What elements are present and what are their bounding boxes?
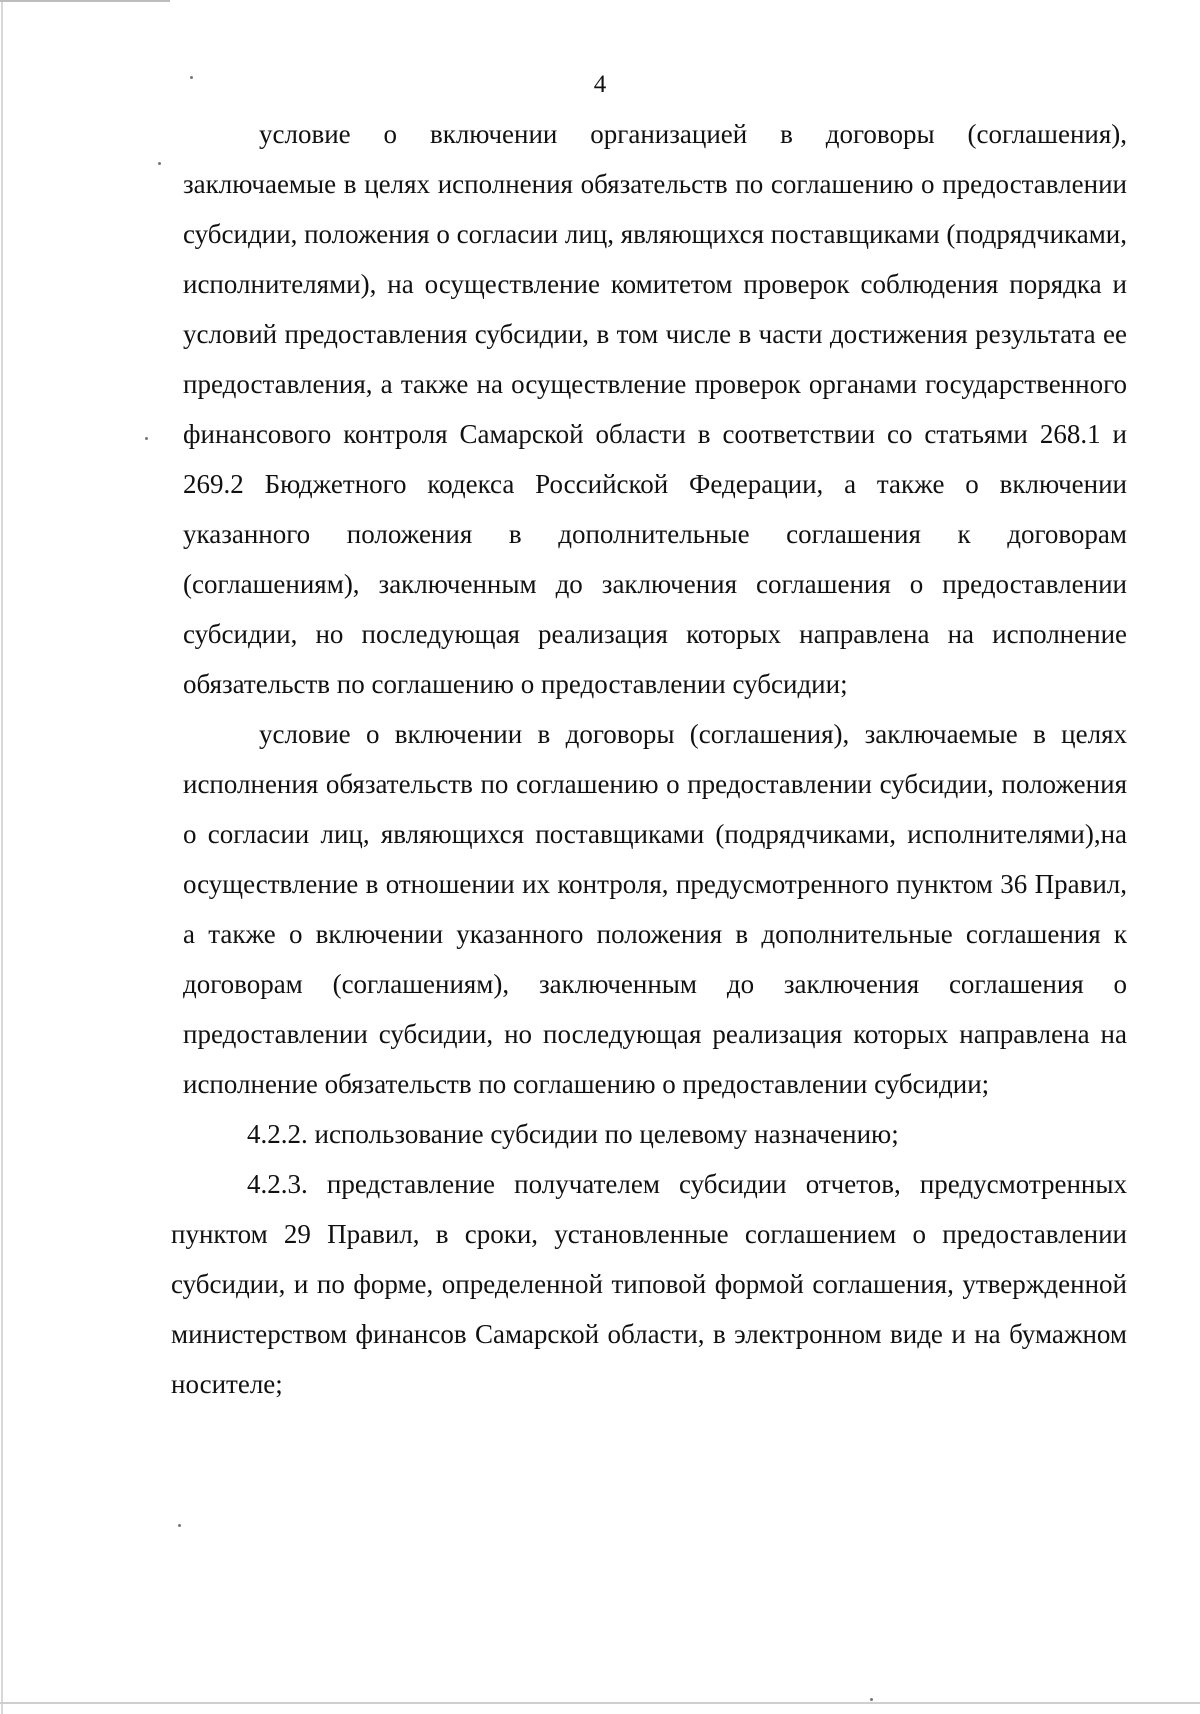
paragraph-organization-contracts-condition: условие о включении организацией в договоры (соглашения), заключаемые в целях исполнения обязательств по соглашению о предоставлении субсидии, положения о согласии лиц, являющихся поставщиками (подрядчиками, исполнителями), на осуществление комитетом проверок соблюдения порядка и условий предоставления субсидии, в том числе в части достижения результата ее предоставления, а также на осуществление проверок органами государственного финансового контроля Самарской области в соответствии со статьями 268.1 и 269.2 Бюджетного кодекса Российской Федерации, а также о включении указанного положения в дополнительные соглашения к договорам (соглашениям), заключенным до заключения соглашения о предоставлении субсидии, но последующая реализация которых направлена на исполнение обязательств по соглашению о предоставлении субсидии;	[183, 119, 1127, 699]
paragraph-contracts-control-condition: условие о включении в договоры (соглашения), заключаемые в целях исполнения обязательств по соглашению о предоставлении субсидии, положения о согласии лиц, являющихся поставщиками (подрядчиками, исполнителями),на осуществление в отношении их контроля, предусмотренного пунктом 36 Правил, а также о включении указанного положения в дополнительные соглашения к договорам (соглашениям), заключенным до заключения соглашения о предоставлении субсидии, но последующая реализация которых направлена на исполнение обязательств по соглашению о предоставлении субсидии;	[183, 719, 1127, 1099]
page-number: 4	[593, 71, 607, 98]
scan-edge-left	[1, 0, 3, 1714]
paragraph-4-2-3: 4.2.3. представление получателем субсидии отчетов, предусмотренных пунктом 29 Правил, в сроки, установленные соглашением о предоставлении субсидии, и по форме, определенной типовой формой соглашения, утвержденной министерством финансов Самарской области, в электронном виде и на бумажном носителе;	[171, 1169, 1127, 1399]
scan-speck	[145, 437, 148, 440]
scan-speck	[158, 162, 161, 165]
scan-speck	[178, 1524, 181, 1527]
document-body	[171, 109, 1127, 1409]
paragraph-4-2-2: 4.2.2. использование субсидии по целевому назначению;	[247, 1119, 899, 1149]
scan-speck	[870, 1698, 873, 1701]
scan-edge-bottom	[0, 1702, 1200, 1704]
scan-edge-top	[0, 0, 170, 2]
